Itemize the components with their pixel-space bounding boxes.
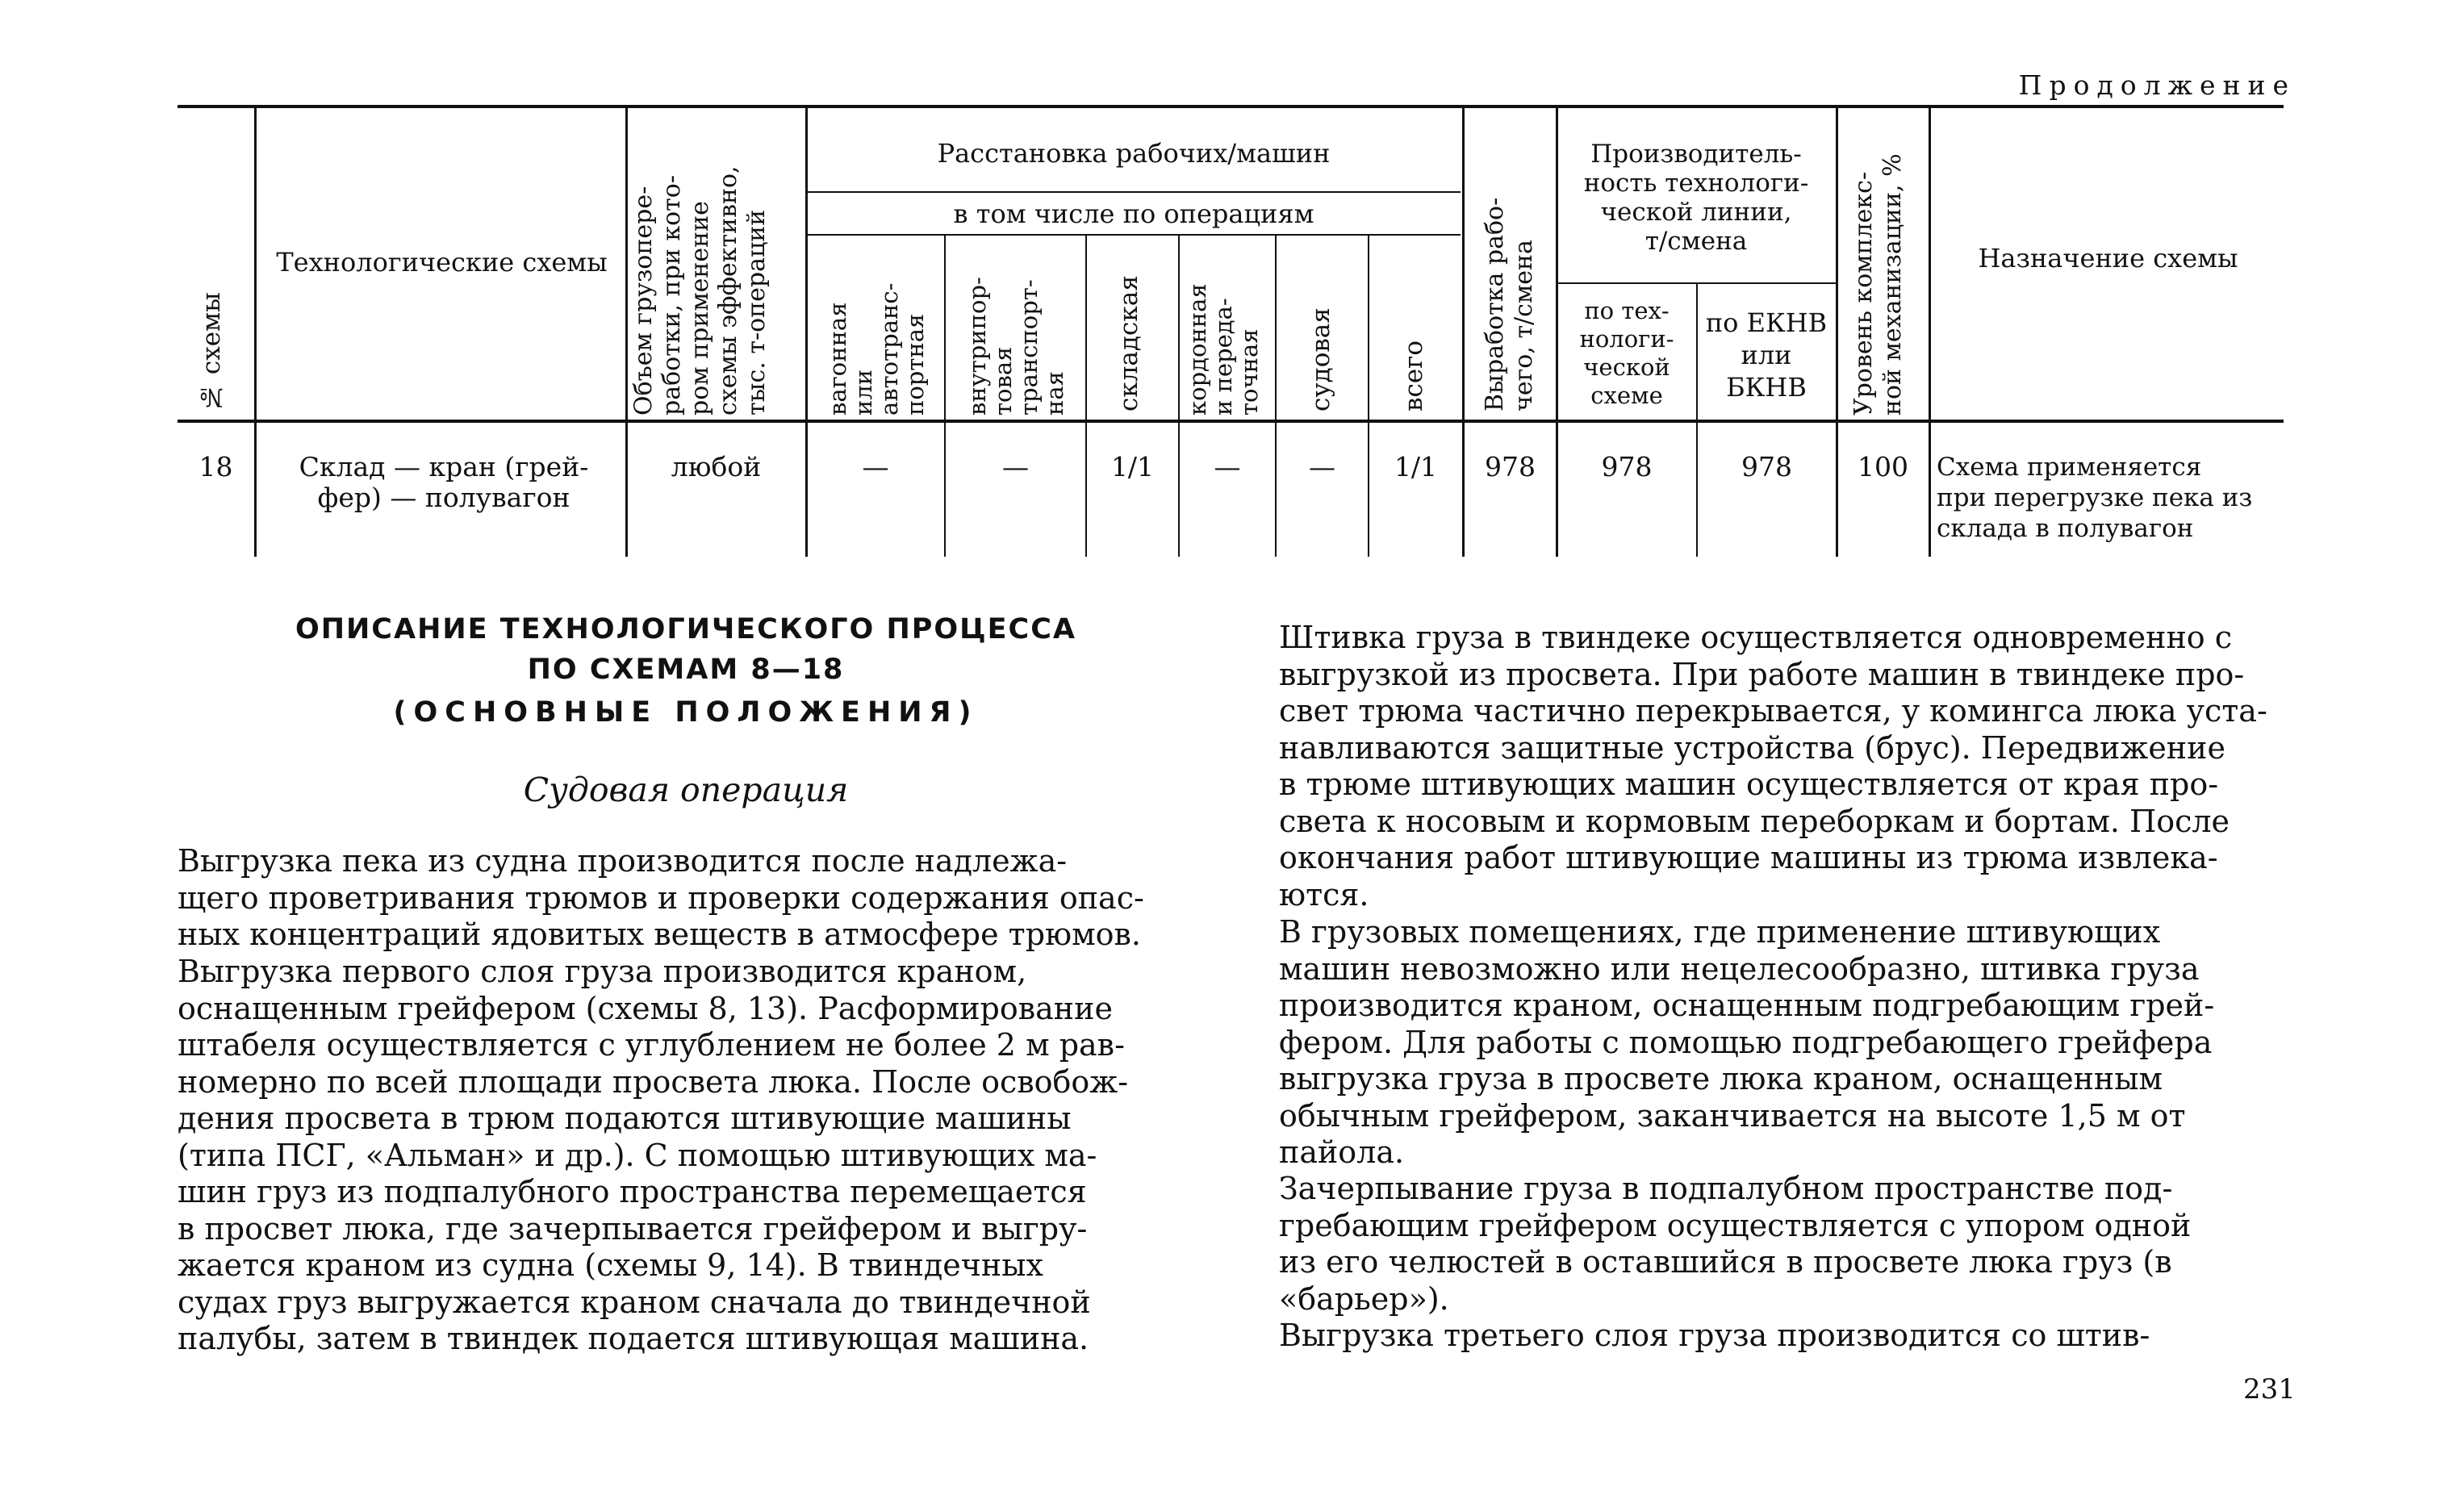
right-paragraph-3: Зачерпывание груза в подпалубном пространстве под- гребающим грейфером осуществляется с упором одной из его челюстей в оставшийся в просвете люка груз (в «барьер»). (1279, 1171, 2192, 1317)
cell-number: 18 (199, 451, 233, 482)
col-divider (254, 105, 257, 557)
cell-wagon: — (862, 451, 889, 482)
header-by-tech-scheme: по тех- нологи- ческой схеме (1579, 296, 1674, 409)
cell-volume: любой (671, 451, 762, 482)
header-volume: Объем грузоперe- работки, при кото- ром применение схемы эффективно, тыс. т-операций (629, 165, 771, 416)
col-divider (944, 234, 946, 557)
header-internal-transport: внутрипор- товая транспорт- ная (963, 277, 1068, 416)
header-warehouse: складская (1114, 275, 1143, 411)
header-wagon: вагонная или автотранс- портная (824, 282, 929, 416)
cell-ship: — (1309, 451, 1335, 482)
col-divider (1929, 105, 1931, 557)
right-paragraph-2: В грузовых помещениях, где применение штивующих машин невозможно или нецелесообразно, штивка груза производится краном, оснащенным подгребающим грей- фером. Для работы с помощью подгребающего грейфера выгрузка груза в просвете люка краном, оснащенным обычным грейфером, заканчивается на высоте 1,5 м от пайола. (1279, 914, 2215, 1170)
col-divider (625, 105, 628, 557)
col-divider (1085, 234, 1087, 557)
header-total: всего (1399, 340, 1428, 411)
col-divider (1368, 234, 1369, 557)
col-divider (1696, 282, 1698, 557)
header-ekiv: по ЕКНВ или БКНВ (1705, 307, 1828, 403)
header-purpose: Назначение схемы (1978, 243, 2238, 274)
cell-total: 1/1 (1394, 451, 1438, 482)
col-divider (1275, 234, 1277, 557)
header-by-operations: в том числе по операциям (953, 198, 1314, 229)
table-header-rule (178, 420, 2284, 423)
cell-purpose: Схема применяется при перегрузке пека из склада в полувагон (1937, 453, 2253, 543)
cell-by-tech: 978 (1601, 451, 1653, 482)
cell-mechanization: 100 (1858, 451, 1908, 482)
section-title-line3: (ОСНОВНЫЕ ПОЛОЖЕНИЯ) (393, 696, 979, 729)
header-productivity: Производитель- ность технологи- ческой линии, т/смена (1583, 140, 1809, 256)
col-divider (1178, 234, 1180, 557)
col-divider (1556, 105, 1558, 557)
right-paragraph-1: Штивка груза в твиндеке осуществляется одновременно с выгрузкой из просвета. При работе машин в твиндеке про- свет трюма частично перекрывается, у комингса люка уста- навливаются защитные устройства (брус). Передвижение в трюме штивующих машин осуществляется от края про- света к носовым и кормовым переборкам и бортам. После окончания работ штивующие машины из трюма извлека- ются. (1279, 620, 2267, 913)
cell-ekiv: 978 (1741, 451, 1792, 482)
header-mechanization: Уровень комплекс- ной механизации, % (1849, 153, 1907, 416)
header-scheme-number: № схемы (197, 292, 226, 411)
right-paragraph-4: Выгрузка третьего слоя груза производится со штив- (1279, 1318, 2150, 1353)
left-paragraph-1: Выгрузка пека из судна производится после надлежа- щего проветривания трюмов и проверки содержания опас- ных концентраций ядовитых веществ в атмосфере трюмов. (178, 843, 1144, 952)
page-number: 231 (2243, 1373, 2296, 1405)
cell-scheme: Склад — кран (грей- фер) — полувагон (299, 451, 589, 513)
header-placement: Расстановка рабочих/машин (937, 138, 1331, 169)
placement-subrule (807, 191, 1461, 193)
table-top-rule (178, 105, 2284, 108)
continued-label: Продолжение (2018, 69, 2296, 101)
col-divider (1462, 105, 1465, 557)
cell-output: 978 (1485, 451, 1536, 482)
header-ship: судовая (1306, 307, 1335, 411)
cell-cordon: — (1214, 451, 1241, 482)
col-divider (1836, 105, 1838, 557)
section-subtitle: Судовая операция (523, 771, 849, 809)
left-paragraph-2: Выгрузка первого слоя груза производится краном, оснащенным грейфером (схемы 8, 13). Расформирование штабеля осуществляется с углублением не более 2 м рав- номерно по всей площади просвета люка. После освобож- дения просвета в трюм подаются штивующие машины (типа ПСГ, «Альман» и др.). С помощью штивующих ма- шин груз из подпалубного пространства перемещается в просвет люка, где зачерпывается грейфером и выгру- жается краном из судна (схемы 9, 14). В твиндечных судах груз выгружается краном сначала до твиндечной палубы, затем в твиндек подается штивующая машина. (178, 954, 1129, 1356)
section-title-line2: ПО СХЕМАМ 8—18 (527, 654, 845, 686)
header-tech-schemes: Технологические схемы (276, 247, 608, 278)
section-title-line1: ОПИСАНИЕ ТЕХНОЛОГИЧЕСКОГО ПРОЦЕССА (295, 613, 1077, 645)
operations-subrule (807, 234, 1461, 236)
header-output: Выработка рабо- чего, т/смена (1481, 197, 1538, 411)
cell-internal: — (1002, 451, 1029, 482)
cell-warehouse: 1/1 (1110, 451, 1155, 482)
header-cordon: кордонная и переда- точная (1184, 283, 1263, 416)
